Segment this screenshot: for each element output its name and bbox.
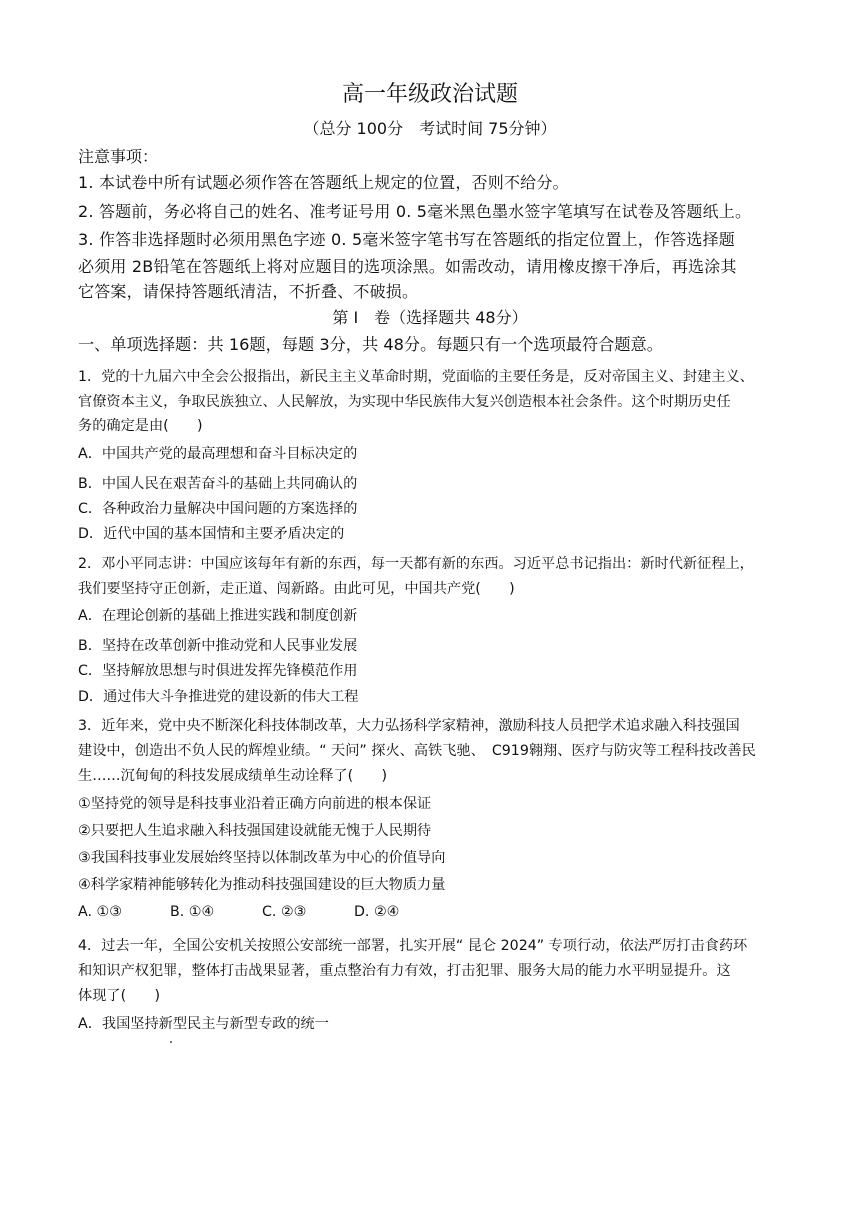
exam-subtitle: （总分 100分 考试时间 75分钟） xyxy=(303,119,557,138)
question-stem-line: 体现了( ) xyxy=(78,988,161,1004)
question-stem-line: 4．过去一年，全国公安机关按照公安部统一部署，扎实开展“ 昆仑 2024” 专项行动，依法严厉打击食药环 xyxy=(78,938,748,954)
answer-option: C．各种政治力量解决中国问题的方案选择的 xyxy=(78,501,358,517)
question-statement: ①坚持党的领导是科技事业沿着正确方向前进的根本保证 xyxy=(78,796,432,812)
question-stem-line: 1．党的十九届六中全会公报指出，新民主主义革命时期，党面临的主要任务是，反对帝国主义、封建主义、 xyxy=(78,369,754,385)
question-stem-line: 我们要坚持守正创新，走正道、闯新路。由此可见，中国共产党( ) xyxy=(78,581,515,597)
question-stem-line: 3．近年来，党中央不断深化科技体制改革，大力弘扬科学家精神，激励科技人员把学术追求融入科技强国 xyxy=(78,718,740,734)
stray-mark xyxy=(170,1041,172,1043)
question-statement: ②只要把人生追求融入科技强国建设就能无愧于人民期待 xyxy=(78,823,432,839)
answer-option: C. ②③ xyxy=(262,904,307,920)
question-stem-line: 官僚资本主义，争取民族独立、人民解放，为实现中华民族伟大复兴创造根本社会条件。这个时期历史任 xyxy=(78,394,731,410)
answer-option: A. ①③ xyxy=(78,904,122,920)
question-stem-line: 务的确定是由( ) xyxy=(78,418,203,434)
answer-option: D．近代中国的基本国情和主要矛盾决定的 xyxy=(78,526,345,542)
note-line: 它答案，请保持答题纸清洁，不折叠、不破损。 xyxy=(78,282,419,301)
answer-option: A．我国坚持新型民主与新型专政的统一 xyxy=(78,1016,329,1032)
question-statement: ④科学家精神能够转化为推动科技强国建设的巨大物质力量 xyxy=(78,877,446,893)
notes-heading: 注意事项： xyxy=(78,147,159,166)
note-line: 2. 答题前，务必将自己的姓名、准考证号用 0. 5毫米黑色墨水签字笔填写在试卷及答题纸上。 xyxy=(78,202,752,221)
answer-option: B. ①④ xyxy=(170,904,215,920)
note-line: 3. 作答非选择题时必须用黑色字迹 0. 5毫米签字笔书写在答题纸的指定位置上，作答选择题 xyxy=(78,230,735,249)
question-stem-line: 和知识产权犯罪，整体打击战果显著，重点整治有力有效，打击犯罪、服务大局的能力水平明显提升。这 xyxy=(78,963,731,979)
answer-option: A．中国共产党的最高理想和奋斗目标决定的 xyxy=(78,446,358,462)
question-statement: ③我国科技事业发展始终坚持以体制改革为中心的价值导向 xyxy=(78,850,446,866)
note-line: 1. 本试卷中所有试题必须作答在答题纸上规定的位置，否则不给分。 xyxy=(78,173,569,192)
question-stem-line: 2．邓小平同志讲：中国应该每年有新的东西，每一天都有新的东西。习近平总书记指出：新时代新征程上， xyxy=(78,556,754,572)
answer-option: D．通过伟大斗争推进党的建设新的伟大工程 xyxy=(78,689,359,705)
answer-option: C．坚持解放思想与时俱进发挥先锋模范作用 xyxy=(78,663,358,679)
answer-options-row xyxy=(78,902,798,922)
answer-option: B．坚持在改革创新中推动党和人民事业发展 xyxy=(78,638,358,654)
question-stem-line: 建设中，创造出不负人民的辉煌业绩。“ 天问” 探火、高铁飞驰、 C919翱翔、医疗与防灾等工程科技改善民 xyxy=(78,743,756,759)
question-stem-line: 生……沉甸甸的科技发展成绩单生动诠释了( ) xyxy=(78,768,388,784)
section-title: 第 I 卷（选择题共 48分） xyxy=(332,308,528,327)
exam-title: 高一年级政治试题 xyxy=(341,82,518,107)
note-line: 必须用 2B铅笔在答题纸上将对应题目的选项涂黑。如需改动，请用橡皮擦干净后，再选涂其 xyxy=(78,257,737,276)
answer-option: A．在理论创新的基础上推进实践和制度创新 xyxy=(78,608,358,624)
answer-option: D. ②④ xyxy=(354,904,400,920)
answer-option: B．中国人民在艰苦奋斗的基础上共同确认的 xyxy=(78,476,358,492)
section-instruction: 一、单项选择题：共 16题，每题 3分，共 48分。每题只有一个选项最符合题意。 xyxy=(78,335,663,354)
